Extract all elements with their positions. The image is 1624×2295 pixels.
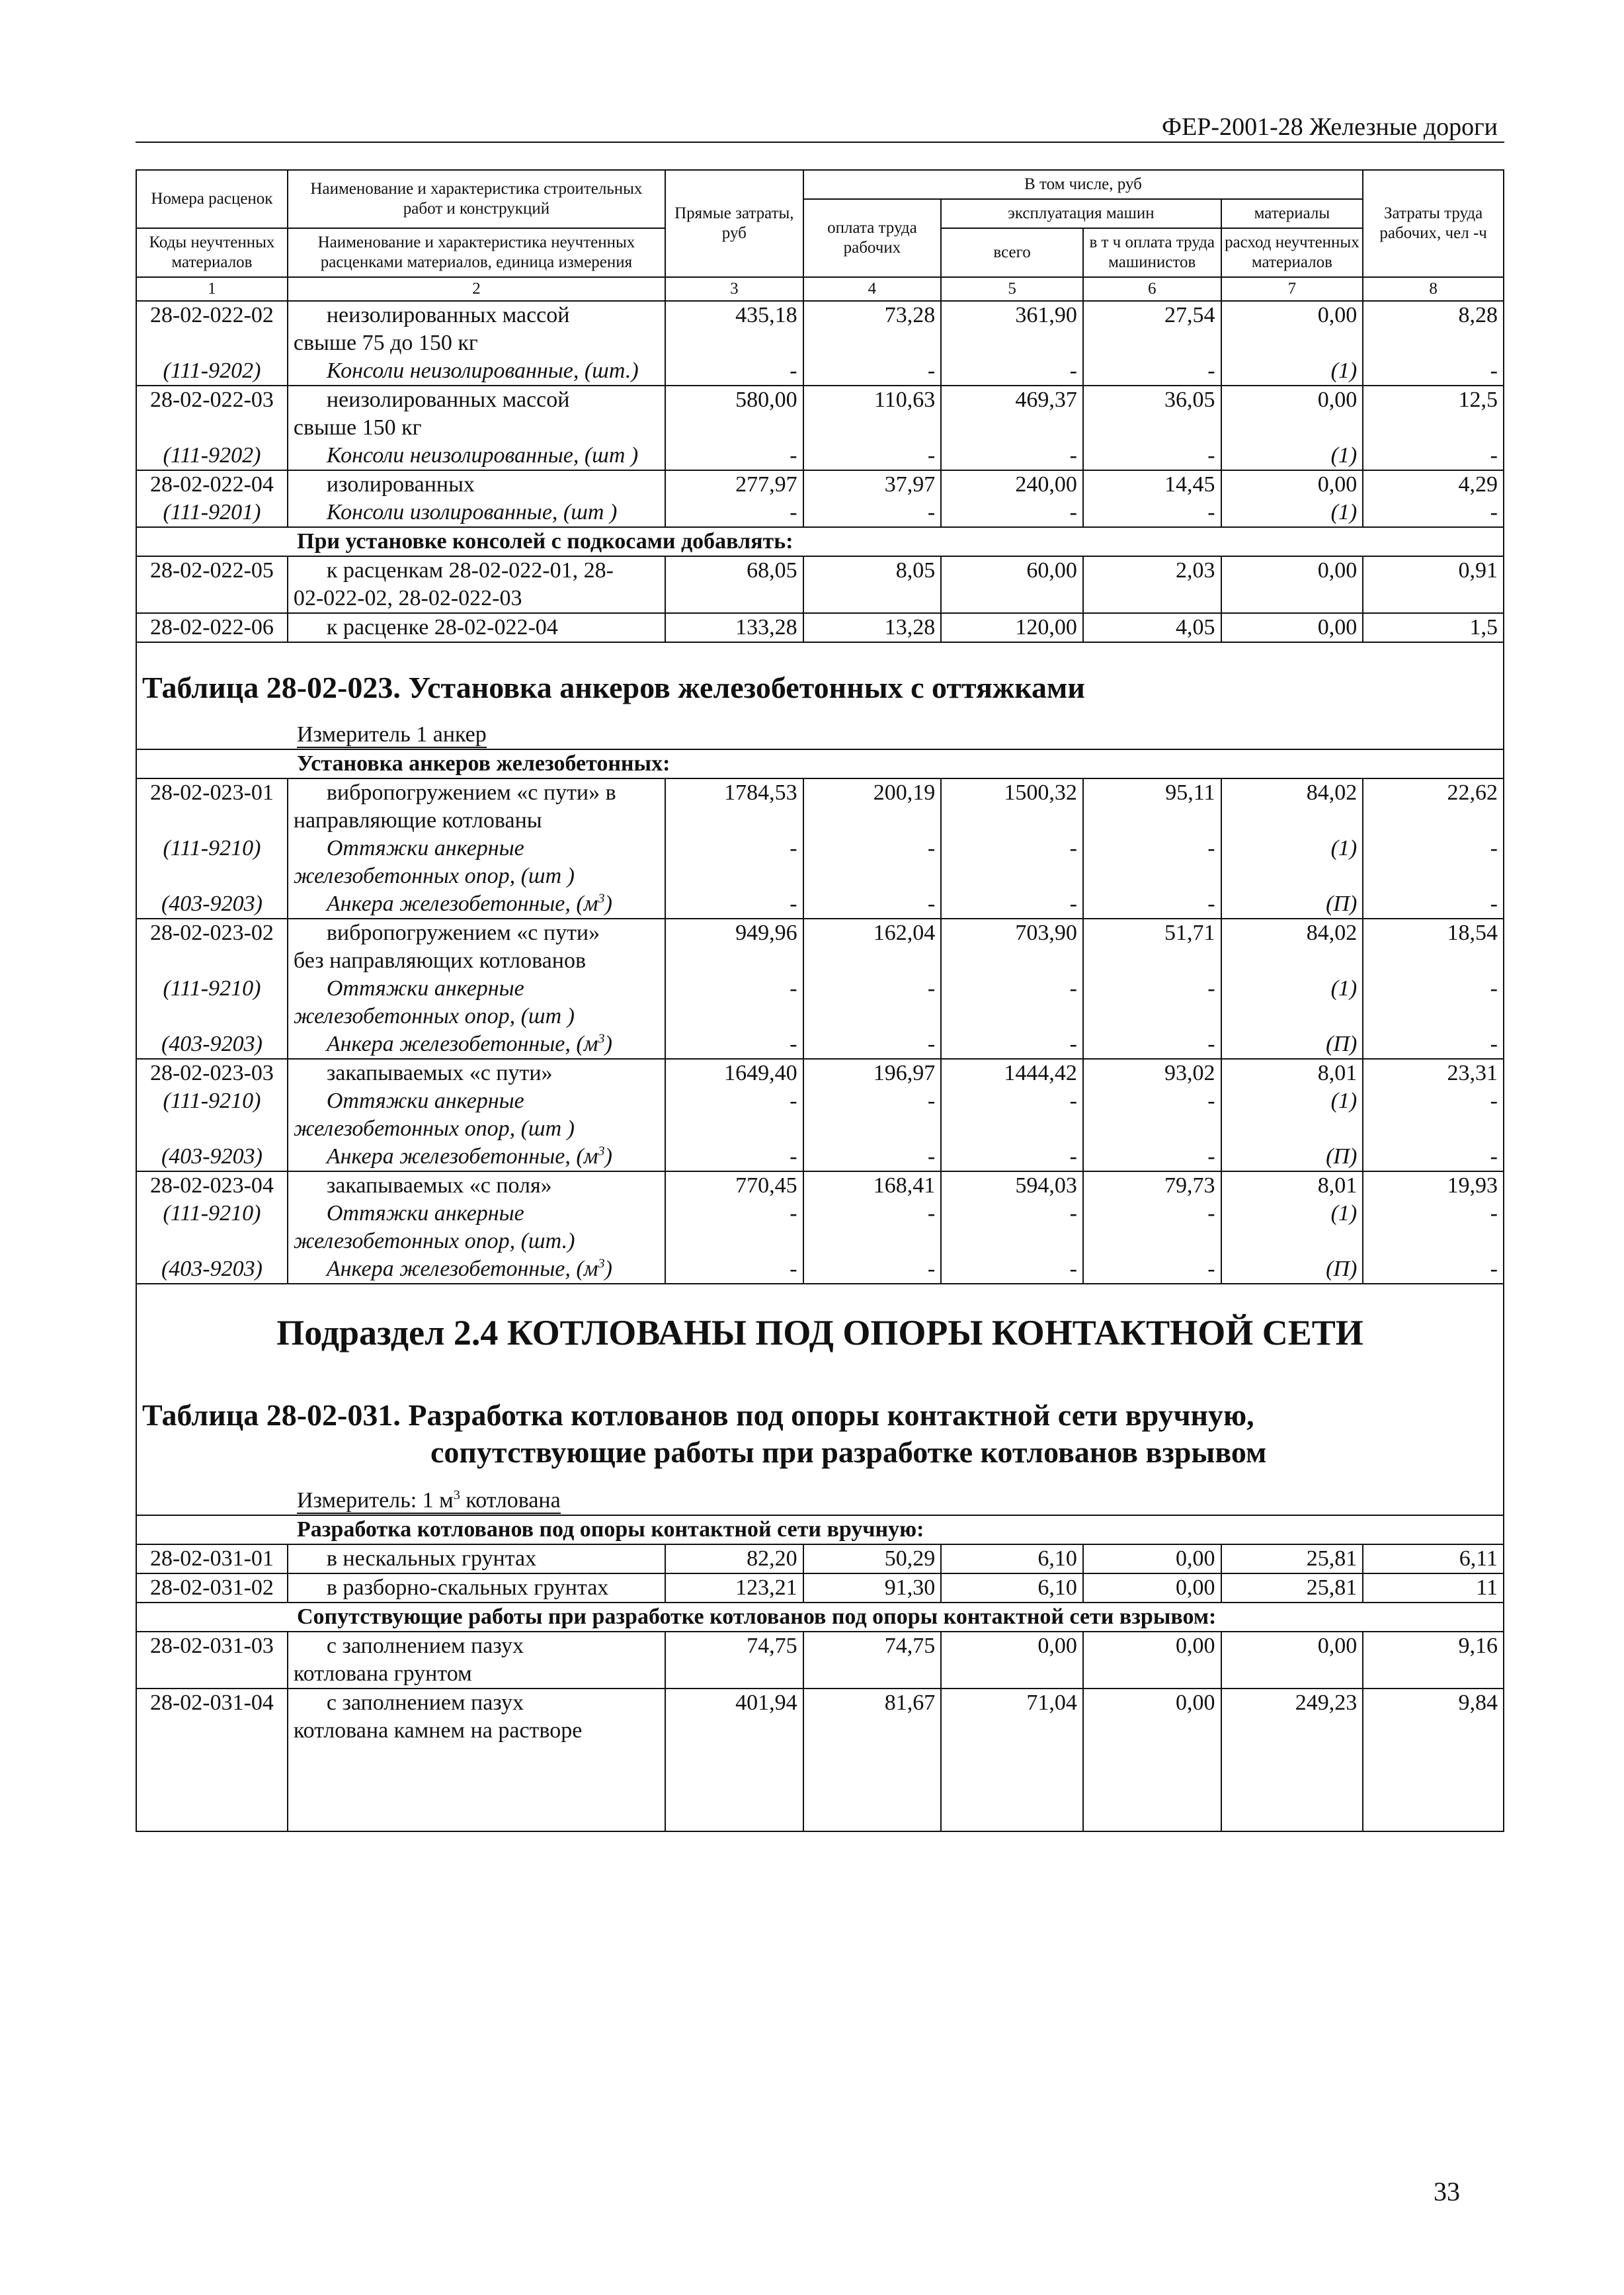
col-machines: эксплуатация машин xyxy=(941,199,1221,228)
col-direct: Прямые затраты, руб xyxy=(665,170,803,277)
table-row: 28-02-022-03 неизолированных массой свыше 150 кг 580,00 110,63 469,37 36,05 0,00 12,5 xyxy=(136,386,1504,442)
col-labor: Затраты труда рабочих, чел -ч xyxy=(1363,170,1504,277)
material-row: (111-9202) Консоли неизолированные, (шт.) - - - - (1) - xyxy=(136,357,1504,386)
col-naim2: Наименование и характеристика неучтенных расценками материалов, единица измерения xyxy=(288,228,665,277)
col-wages: оплата труда рабочих xyxy=(803,199,942,277)
column-numbers: 1 2 3 4 5 6 7 8 xyxy=(136,277,1504,301)
table-title: Таблица 28-02-031. Разработка котлованов под опоры контактной сети вручную, xyxy=(142,1398,1254,1432)
table-row: 28-02-022-06 к расценке 28-02-022-04 133,28 13,28 120,00 4,05 0,00 1,5 xyxy=(136,613,1504,642)
table-row: 28-02-022-04 изолированных 277,97 37,97 240,00 14,45 0,00 4,29 xyxy=(136,470,1504,499)
section-heading: Разработка котлованов под опоры контактной сети вручную: xyxy=(136,1515,1504,1544)
table-row: 28-02-031-03 с заполнением пазух котлована грунтом 74,75 74,75 0,00 0,00 0,00 9,16 xyxy=(136,1632,1504,1689)
rates-table xyxy=(136,169,1504,1832)
material-row: (403-9203) Анкера железобетонные, $(м^3)$ - - - - (П) - xyxy=(136,1030,1504,1059)
table-row: 28-02-031-02 в разборно-скальных грунтах 123,21 91,30 6,10 0,00 25,81 11 xyxy=(136,1573,1504,1603)
table-row: 28-02-031-01 в нескальных грунтах 82,20 50,29 6,10 0,00 25,81 6,11 xyxy=(136,1544,1504,1573)
material-row: (403-9203) Анкера железобетонные, $(м^3)$ - - - - (П) - xyxy=(136,1143,1504,1171)
table-row: 28-02-023-02 вибропогружением «с пути» без направляющих котлованов 949,96 162,04 703,90 51,71 84,02 18,54 xyxy=(136,919,1504,975)
material-row: (403-9203) Анкера железобетонные, $(м^3)$ - - - - (П) - xyxy=(136,1255,1504,1284)
material-row: (403-9203) Анкера железобетонные, $(м^3)$ - - - - (П) - xyxy=(136,890,1504,919)
subsection-title: Подраздел 2.4 КОТЛОВАНЫ ПОД ОПОРЫ КОНТАКТНОЙ СЕТИ xyxy=(276,1313,1363,1353)
table-row: 28-02-022-05 к расценкам 28-02-022-01, 28- 02-022-02, 28-02-022-03 68,05 8,05 60,00 2,03 0,00 0,91 xyxy=(136,556,1504,613)
section-heading: При установке консолей с подкосами добавлять: xyxy=(136,527,1504,556)
material-row: (111-9201) Консоли изолированные, (шт ) - - - - (1) - xyxy=(136,499,1504,527)
table-title: Таблица 28-02-023. Установка анкеров железобетонных с оттяжками xyxy=(142,671,1085,704)
material-row: (111-9210) Оттяжки анкерные железобетонных опор, (шт ) - - - - (1) - xyxy=(136,1087,1504,1143)
subsection-block xyxy=(136,1284,1504,1515)
table-row: 28-02-023-03 закапываемых «с пути» 1649,40 196,97 1444,42 93,02 8,01 23,31 xyxy=(136,1059,1504,1087)
col-mach-wages: в т ч оплата труда машинистов xyxy=(1083,228,1221,277)
col-codes: Коды неучтенных материалов xyxy=(136,228,288,277)
col-nomera: Номера расценок xyxy=(136,170,288,228)
material-row: (111-9210) Оттяжки анкерные железобетонных опор, (шт ) - - - - (1) - xyxy=(136,835,1504,890)
material-row: (111-9210) Оттяжки анкерные железобетонных опор, (шт ) - - - - (1) - xyxy=(136,975,1504,1030)
page xyxy=(136,112,1504,1832)
table-header xyxy=(136,170,1504,277)
material-row: (111-9210) Оттяжки анкерные железобетонных опор, (шт.) - - - - (1) - xyxy=(136,1200,1504,1255)
table-row: 28-02-022-02 неизолированных массой свыше 75 до 150 кг 435,18 73,28 361,90 27,54 0,00 8,28 xyxy=(136,301,1504,357)
table-row: 28-02-031-04 с заполнением пазух котлована камнем на растворе 401,94 81,67 71,04 0,00 249,23 9,84 xyxy=(136,1689,1504,1831)
col-naim: Наименование и характеристика строительных работ и конструкций xyxy=(288,170,665,228)
material-row: (111-9202) Консоли неизолированные, (шт ) - - - - (1) - xyxy=(136,442,1504,470)
section-heading: Сопутствующие работы при разработке котлованов под опоры контактной сети взрывом: xyxy=(136,1603,1504,1632)
table-row: 28-02-023-01 вибропогружением «с пути» в направляющие котлованы 1784,53 200,19 1500,32 95,11 84,02 22,62 xyxy=(136,778,1504,835)
measure-unit: Измеритель 1 анкер xyxy=(297,722,487,747)
measure-unit: Измеритель: 1 $м^3$ котлована xyxy=(297,1487,561,1513)
col-incl: В том числе, руб xyxy=(803,170,1363,199)
col-mach-total: всего xyxy=(941,228,1083,277)
page-header: ФЕР-2001-28 Железные дороги xyxy=(136,112,1504,143)
table-row: 28-02-023-04 закапываемых «с поля» 770,45 168,41 594,03 79,73 8,01 19,93 xyxy=(136,1171,1504,1200)
col-mat-unacc: расход неучтенных материалов xyxy=(1221,228,1363,277)
col-materials: материалы xyxy=(1221,199,1363,228)
table-title-continued: сопутствующие работы при разработке котлованов взрывом xyxy=(430,1435,1267,1469)
section-heading: Установка анкеров железобетонных: xyxy=(136,749,1504,778)
table-title-block xyxy=(136,642,1504,749)
page-number: 33 xyxy=(1434,2177,1460,2206)
